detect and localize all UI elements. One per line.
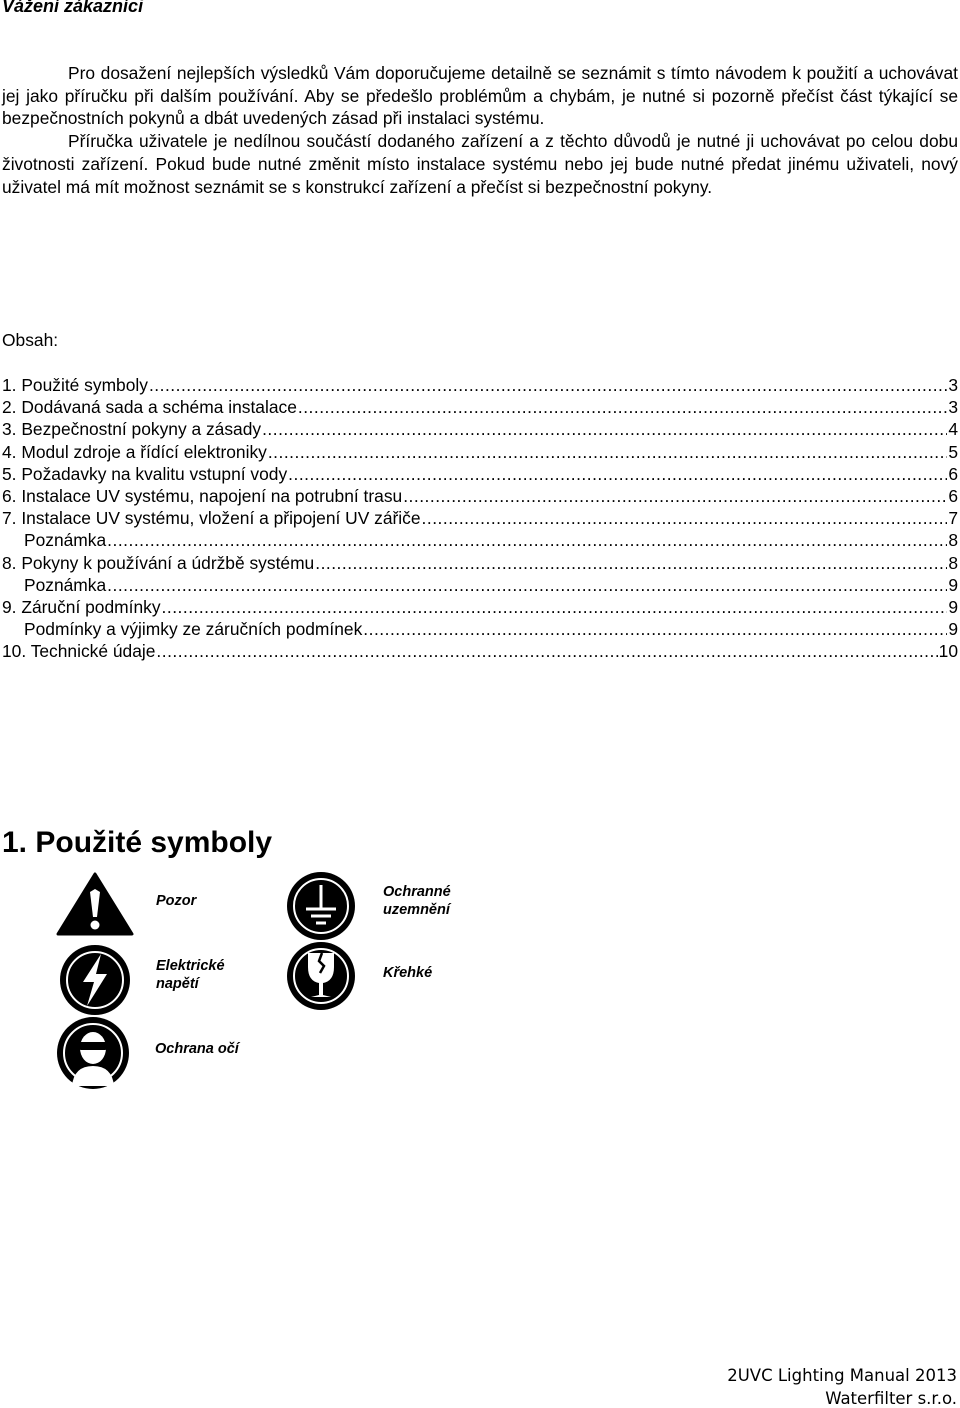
toc-entry-page: 5 xyxy=(948,441,958,462)
toc-dot-leader xyxy=(363,618,947,640)
toc-dot-leader xyxy=(149,374,947,396)
fragile-glass-icon xyxy=(286,941,356,1011)
toc-entry-title: Poznámka xyxy=(24,530,107,551)
toc-entry-page: 6 xyxy=(948,485,958,506)
intro-paragraph: Příručka uživatele je nedílnou součástí dodaného zařízení a z těchto důvodů je nutné ji uchovávat po celou dobu životnosti zařízení. Pokud bude nutné změnit místo instalace systému nebo jej bude nutné předat jinému uživateli, nový uživatel má mít možnost seznámit se s konstrukcí zařízení a přečíst si bezpečnostní pokyny. xyxy=(2,131,958,197)
toc-row xyxy=(2,529,958,551)
toc-heading: Obsah: xyxy=(2,330,59,350)
toc-entry-page: 9 xyxy=(948,619,958,640)
table-of-contents xyxy=(2,374,958,662)
toc-entry-title: 10. Technické údaje xyxy=(2,641,156,662)
toc-dot-leader xyxy=(268,441,947,463)
ground-label: Ochranné uzemnění xyxy=(383,884,451,918)
warning-triangle-icon xyxy=(56,871,134,937)
toc-row xyxy=(2,618,958,640)
toc-dot-leader xyxy=(162,596,948,618)
toc-entry-title: 3. Bezpečnostní pokyny a zásady xyxy=(2,419,262,440)
greeting-heading: Vážení zákazníci xyxy=(2,0,144,16)
intro-text xyxy=(2,62,958,198)
voltage-label: Elektrické napětí xyxy=(156,958,225,992)
footer-company: Waterfilter s.r.o. xyxy=(825,1389,957,1408)
toc-entry-page: 6 xyxy=(948,463,958,484)
toc-entry-page: 8 xyxy=(948,530,958,551)
toc-row xyxy=(2,507,958,529)
toc-entry-page: 10 xyxy=(938,641,958,662)
toc-entry-title: Poznámka xyxy=(24,574,107,595)
fragile-label: Křehké xyxy=(383,965,433,981)
toc-dot-leader xyxy=(288,463,947,485)
toc-entry-page: 3 xyxy=(948,375,958,395)
toc-entry-title: 4. Modul zdroje a řídící elektroniky xyxy=(2,441,267,462)
toc-row xyxy=(2,485,958,507)
toc-entry-title: 7. Instalace UV systému, vložení a připojení UV zářiče xyxy=(2,508,421,529)
toc-entry-title: 5. Požadavky na kvalitu vstupní vody xyxy=(2,463,288,484)
toc-dot-leader xyxy=(262,418,947,440)
toc-row xyxy=(2,640,958,662)
eye-protection-icon xyxy=(56,1016,130,1090)
toc-entry-title: 6. Instalace UV systému, napojení na potrubní trasu xyxy=(2,485,403,506)
toc-entry-title: Podmínky a výjimky ze záručních podmínek xyxy=(24,619,363,640)
toc-row xyxy=(2,441,958,463)
section-heading: 1. Použité symboly xyxy=(2,826,273,859)
toc-row xyxy=(2,418,958,440)
toc-dot-leader xyxy=(156,640,937,662)
toc-row xyxy=(2,596,958,618)
protective-earth-icon xyxy=(286,871,356,941)
toc-entry-title: 1. Použité symboly xyxy=(2,375,148,395)
toc-row xyxy=(2,374,958,396)
toc-dot-leader xyxy=(422,507,948,529)
toc-dot-leader xyxy=(107,529,947,551)
toc-entry-page: 9 xyxy=(948,574,958,595)
toc-entry-title: 8. Pokyny k používání a údržbě systému xyxy=(2,552,315,573)
toc-entry-page: 8 xyxy=(948,552,958,573)
toc-row xyxy=(2,463,958,485)
toc-row xyxy=(2,574,958,596)
intro-paragraph: Pro dosažení nejlepších výsledků Vám doporučujeme detailně se seznámit s tímto návodem k použití a uchovávat jej jako příručku při dalším používání. Aby se předešlo problémům a chybám, je nutné si pozorně přečíst část týkající se bezpečnostních pokynů a dbát uvedených zásad při instalaci systému. xyxy=(2,63,958,129)
toc-row xyxy=(2,396,958,418)
toc-dot-leader xyxy=(298,396,947,418)
toc-row xyxy=(2,552,958,574)
toc-entry-page: 4 xyxy=(948,419,958,440)
toc-entry-page: 9 xyxy=(948,596,958,617)
toc-dot-leader xyxy=(315,552,947,574)
electric-voltage-icon xyxy=(59,944,131,1016)
caution-label: Pozor xyxy=(156,893,197,909)
toc-entry-title: 9. Záruční podmínky xyxy=(2,596,161,617)
toc-entry-page: 7 xyxy=(948,508,958,529)
eye-protection-label: Ochrana očí xyxy=(155,1041,239,1057)
toc-entry-title: 2. Dodávaná sada a schéma instalace xyxy=(2,397,297,418)
toc-entry-page: 3 xyxy=(948,397,958,418)
footer-document-title: 2UVC Lighting Manual 2013 xyxy=(727,1366,957,1385)
toc-dot-leader xyxy=(403,485,947,507)
toc-dot-leader xyxy=(107,574,947,596)
